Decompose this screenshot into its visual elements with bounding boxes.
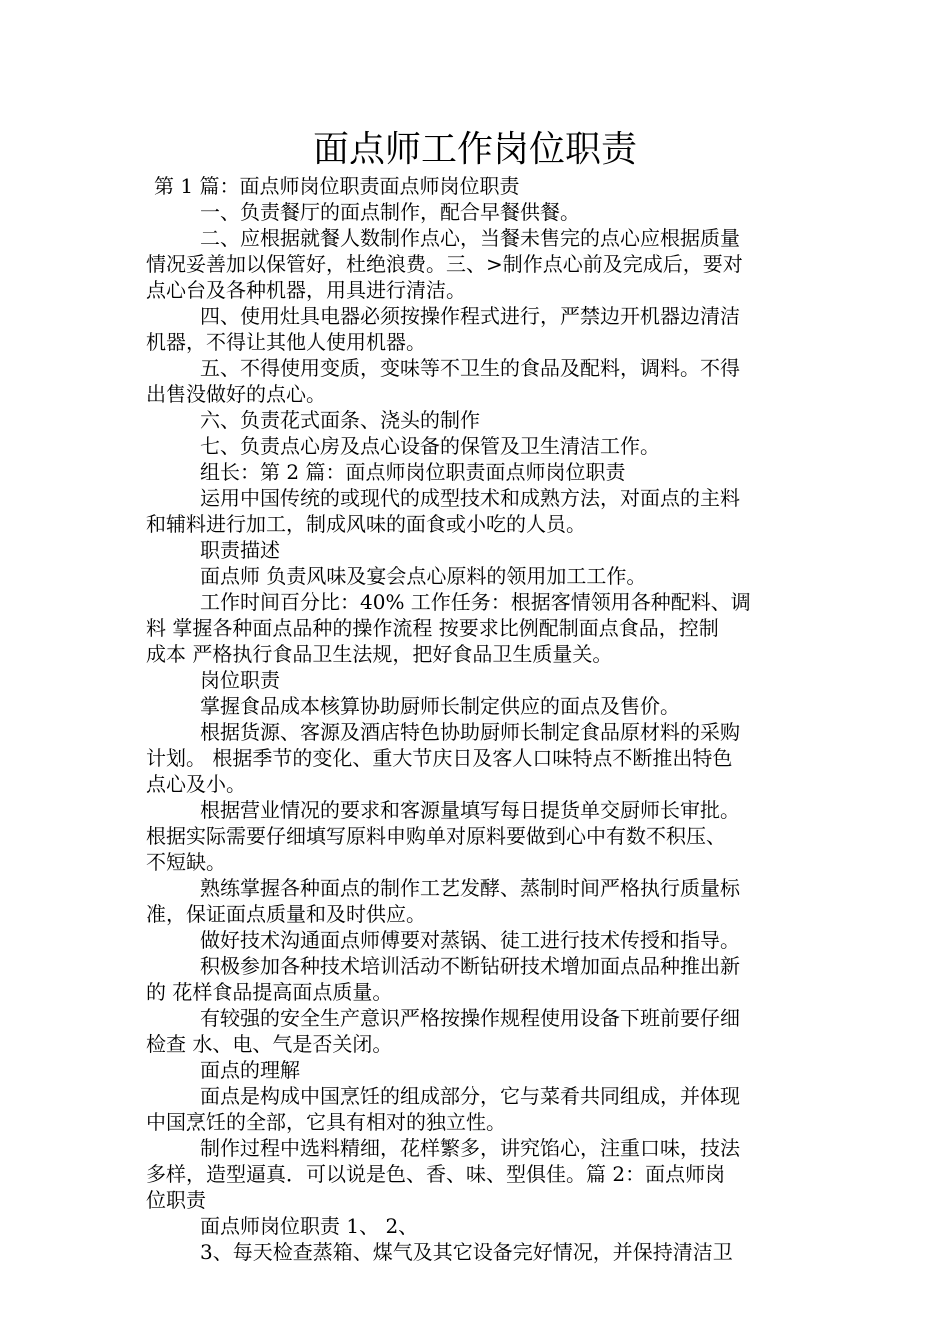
text-line: 中国烹饪的全部，它具有相对的独立性。: [146, 1110, 506, 1134]
text-line: 四、使用灶具电器必须按操作程式进行，严禁边开机器边清洁: [200, 304, 740, 328]
text-line: 工作时间百分比：40% 工作任务：根据客情领用各种配料、调: [200, 590, 751, 614]
text-line: 有较强的安全生产意识严格按操作规程使用设备下班前要仔细: [200, 1006, 740, 1030]
text-line: 根据营业情况的要求和客源量填写每日提货单交厨师长审批。: [200, 798, 740, 822]
text-line: 七、负责点心房及点心设备的保管及卫生清洁工作。: [200, 434, 660, 458]
text-line: 点心及小。: [146, 772, 246, 796]
text-line: 六、负责花式面条、浇头的制作: [200, 408, 480, 432]
text-line: 第 1 篇：面点师岗位职责面点师岗位职责: [154, 174, 520, 198]
text-line: 运用中国传统的或现代的成型技术和成熟方法，对面点的主料: [200, 486, 740, 510]
text-line: 出售没做好的点心。: [146, 382, 326, 406]
text-line: 岗位职责: [200, 668, 280, 692]
text-line: 掌握食品成本核算协助厨师长制定供应的面点及售价。: [200, 694, 680, 718]
text-line: 职责描述: [200, 538, 280, 562]
text-line: 五、不得使用变质，变味等不卫生的食品及配料，调料。不得: [200, 356, 740, 380]
text-line: 面点的理解: [200, 1058, 300, 1082]
text-line: 准，保证面点质量和及时供应。: [146, 902, 426, 926]
text-line: 计划。 根据季节的变化、重大节庆日及客人口味特点不断推出特色: [146, 746, 733, 770]
text-line: 根据货源、客源及酒店特色协助厨师长制定食品原材料的采购: [200, 720, 740, 744]
text-line: 点心台及各种机器，用具进行清洁。: [146, 278, 466, 302]
text-line: 一、负责餐厅的面点制作，配合早餐供餐。: [200, 200, 580, 224]
document-title: 面点师工作岗位职责: [312, 129, 637, 170]
text-line: 料 掌握各种面点品种的操作流程 按要求比例配制面点食品，控制: [146, 616, 719, 640]
text-line: 组长：第 2 篇：面点师岗位职责面点师岗位职责: [200, 460, 626, 484]
text-line: 多样，造型逼真．可以说是色、香、味、型俱佳。篇 2：面点师岗: [146, 1162, 726, 1186]
text-line: 积极参加各种技术培训活动不断钻研技术增加面点品种推出新: [200, 954, 740, 978]
text-line: 成本 严格执行食品卫生法规，把好食品卫生质量关。: [146, 642, 613, 666]
text-line: 面点是构成中国烹饪的组成部分，它与菜肴共同组成，并体现: [200, 1084, 740, 1108]
text-line: 做好技术沟通面点师傅要对蒸锅、徒工进行技术传授和指导。: [200, 928, 740, 952]
text-line: 位职责: [146, 1188, 206, 1212]
text-line: 3、每天检查蒸箱、煤气及其它设备完好情况，并保持清洁卫: [200, 1240, 733, 1264]
text-line: 熟练掌握各种面点的制作工艺发酵、蒸制时间严格执行质量标: [200, 876, 740, 900]
text-line: 和辅料进行加工，制成风味的面食或小吃的人员。: [146, 512, 586, 536]
text-line: 制作过程中选料精细，花样繁多，讲究馅心，注重口味，技法: [200, 1136, 740, 1160]
text-line: 的 花样食品提高面点质量。: [146, 980, 393, 1004]
text-line: 面点师岗位职责 1、 2、: [200, 1214, 419, 1238]
text-line: 不短缺。: [146, 850, 226, 874]
text-line: 机器，不得让其他人使用机器。: [146, 330, 426, 354]
text-line: 二、应根据就餐人数制作点心，当餐未售完的点心应根据质量: [200, 226, 740, 250]
text-line: 情况妥善加以保管好，杜绝浪费。三、>制作点心前及完成后，要对: [146, 252, 743, 276]
text-line: 面点师 负责风味及宴会点心原料的领用加工工作。: [200, 564, 647, 588]
document-body: [146, 173, 806, 1265]
text-line: 检查 水、电、气是否关闭。: [146, 1032, 393, 1056]
text-line: 根据实际需要仔细填写原料申购单对原料要做到心中有数不积压、: [146, 824, 726, 848]
